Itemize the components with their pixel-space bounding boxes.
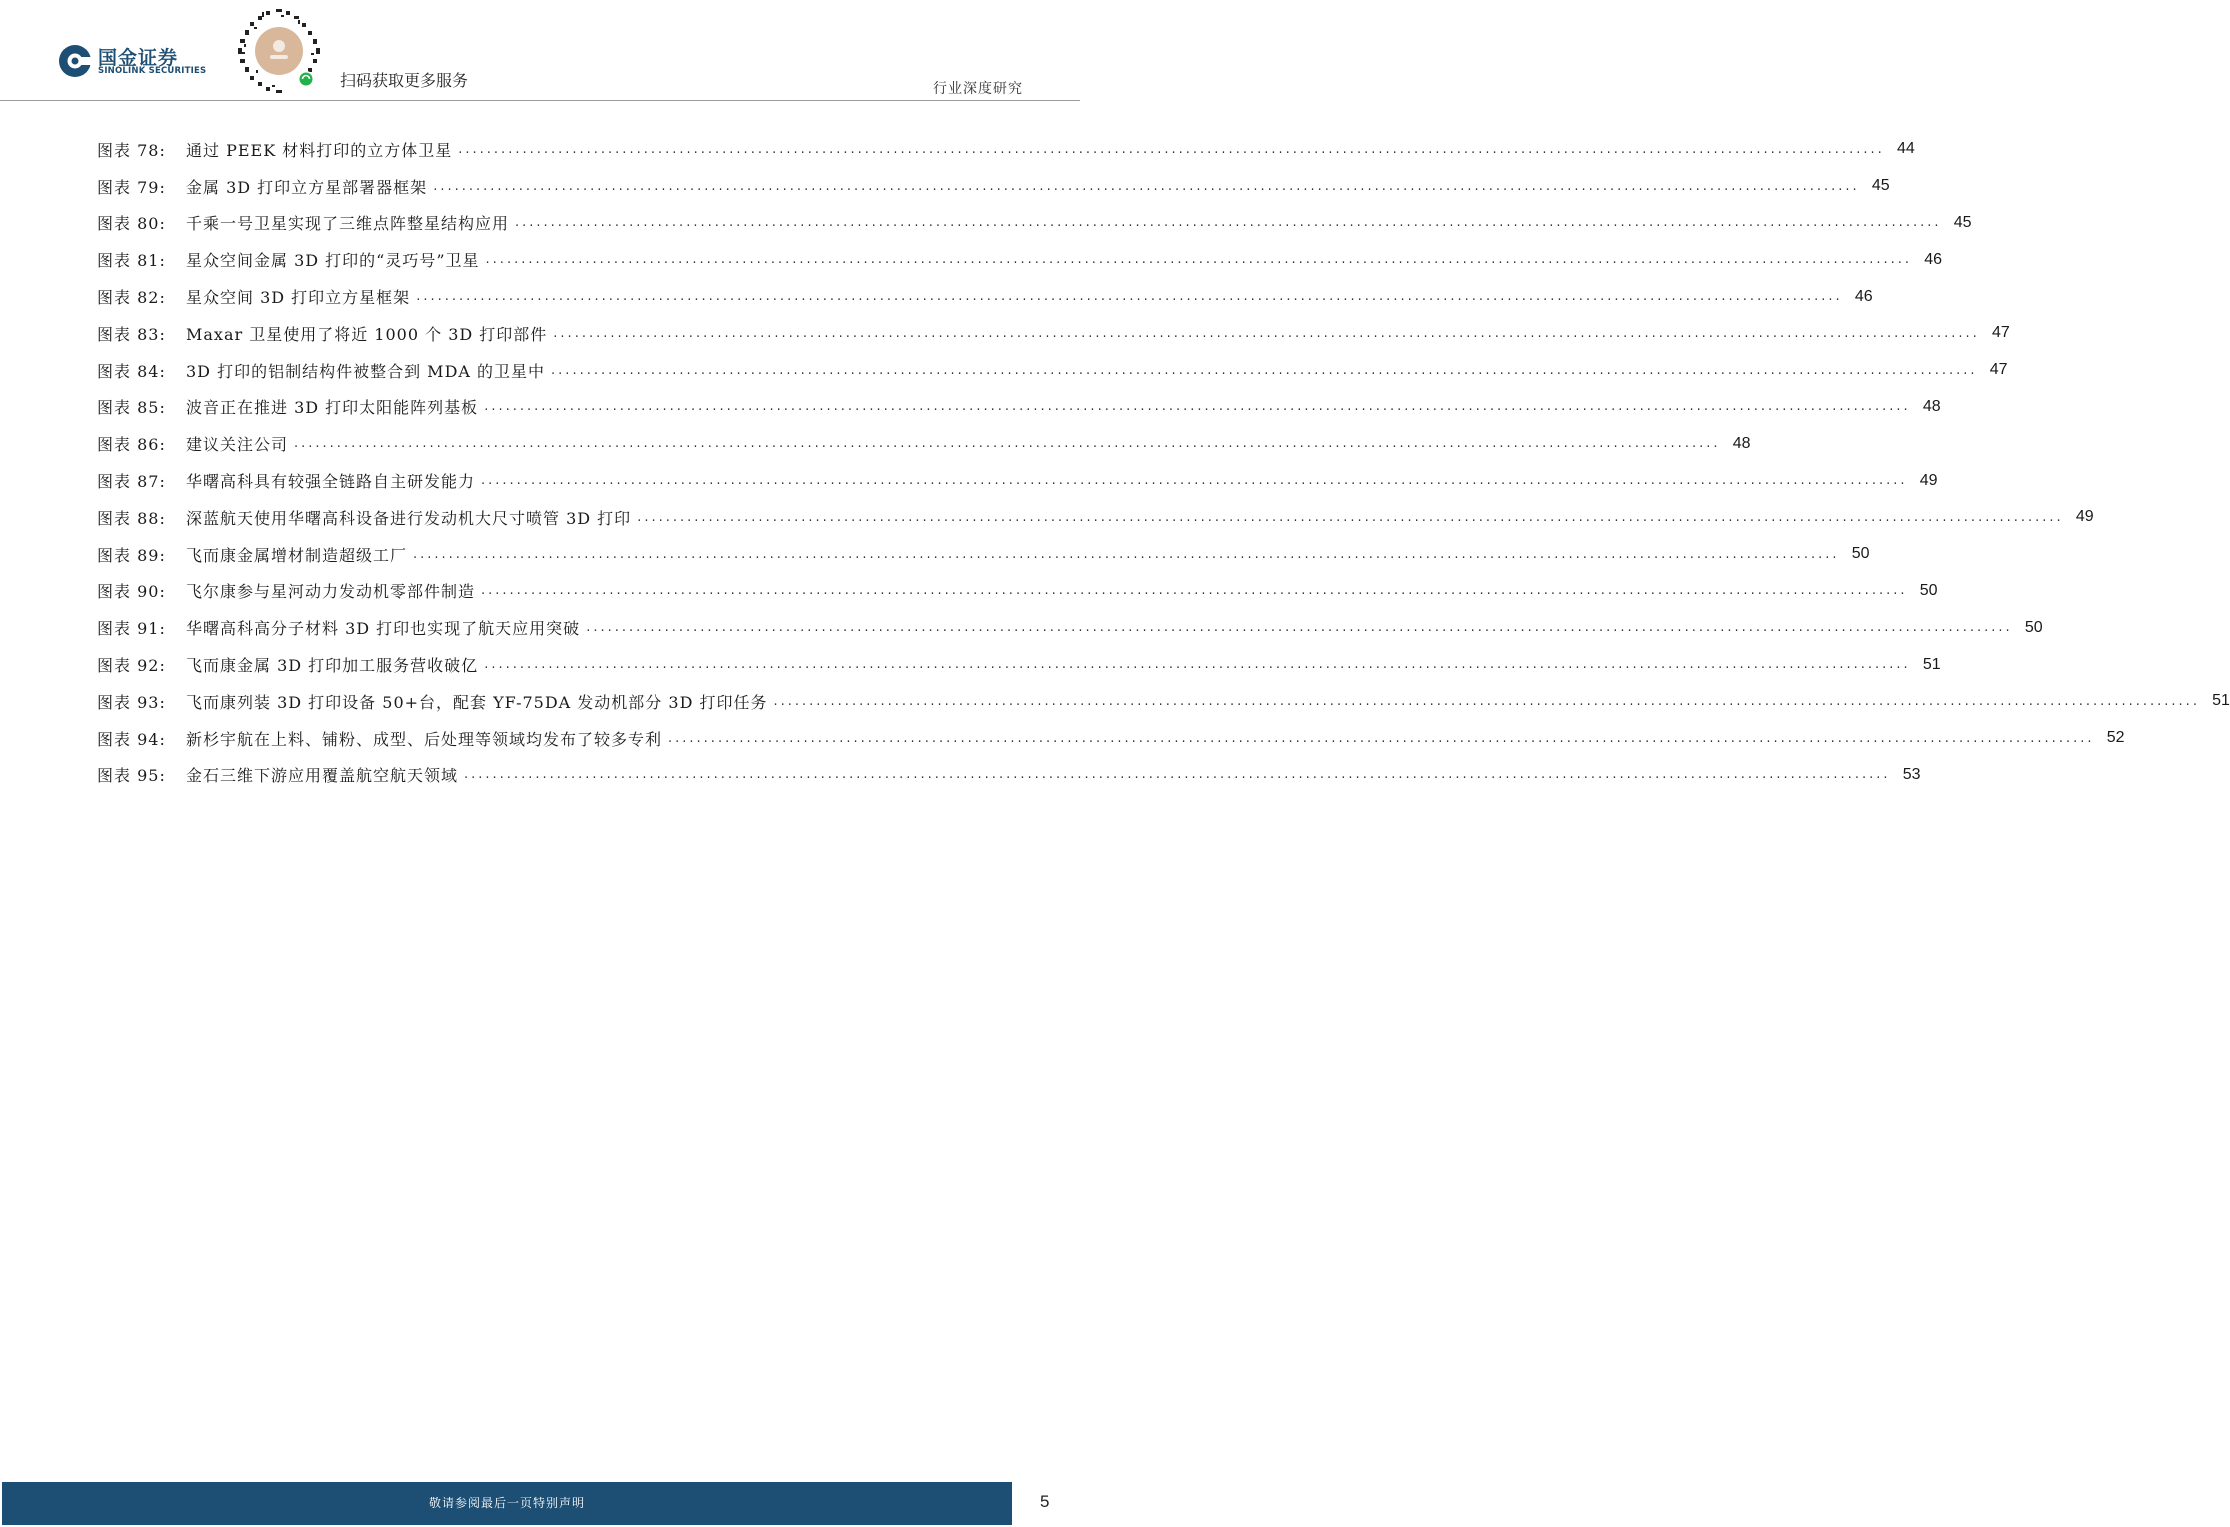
toc-figure-label: 图表 85:: [97, 398, 166, 418]
toc-figure-label: 图表 83:: [97, 324, 166, 344]
toc-dot-leader: ........................................................................................................................................................................................................: [586, 620, 2013, 636]
toc-entry[interactable]: [97, 315, 2010, 352]
toc-figure-label: 图表 82:: [97, 288, 166, 308]
toc-figure-label: 图表 91:: [97, 619, 166, 639]
toc-page-number: 53: [1902, 765, 1921, 783]
toc-figure-title: 深蓝航天使用华曙高科设备进行发动机大尺寸喷管 3D 打印: [186, 508, 632, 528]
toc-figure-title: 金石三维下游应用覆盖航空航天领域: [186, 766, 459, 786]
toc-page-number: 51: [2212, 692, 2230, 710]
toc-entry[interactable]: [97, 462, 1938, 499]
toc-figure-title: 飞而康金属 3D 打印加工服务营收破亿: [186, 656, 479, 676]
toc-dot-leader: ........................................................................................................................................................................................................: [481, 473, 1908, 489]
toc-dot-leader: ........................................................................................................................................................................................................: [458, 141, 1885, 157]
toc-page-number: 47: [1991, 324, 2010, 342]
header-divider: [0, 100, 1080, 101]
toc-figure-title: 千乘一号卫星实现了三维点阵整星结构应用: [186, 214, 510, 234]
toc-figure-label: 图表 92:: [97, 656, 166, 676]
toc-figure-label: 图表 86:: [97, 435, 166, 455]
toc-page-number: 45: [1953, 213, 1972, 231]
toc-dot-leader: ........................................................................................................................................................................................................: [413, 546, 1840, 562]
toc-entry[interactable]: [97, 720, 2125, 757]
mini-program-qr-code[interactable]: [236, 8, 322, 94]
toc-entry[interactable]: [97, 389, 1941, 426]
toc-entry[interactable]: [97, 683, 2230, 720]
toc-dot-leader: ........................................................................................................................................................................................................: [553, 325, 1980, 341]
toc-figure-label: 图表 79:: [97, 177, 166, 197]
toc-figure-label: 图表 81:: [97, 251, 166, 271]
toc-figure-label: 图表 87:: [97, 472, 166, 492]
toc-entry[interactable]: [97, 646, 1941, 683]
disclaimer-notice[interactable]: 敬请参阅最后一页特别声明: [428, 1496, 585, 1510]
toc-dot-leader: ........................................................................................................................................................................................................: [481, 583, 1908, 599]
figure-index: [97, 131, 2230, 793]
toc-page-number: 50: [1919, 581, 1938, 599]
toc-page-number: 44: [1896, 140, 1915, 158]
toc-page-number: 50: [2024, 618, 2043, 636]
toc-figure-title: 新杉宇航在上料、铺粉、成型、后处理等领域均发布了较多专利: [186, 729, 663, 749]
toc-figure-title: 飞尔康参与星河动力发动机零部件制造: [186, 582, 476, 602]
toc-figure-label: 图表 80:: [97, 214, 166, 234]
toc-page-number: 46: [1924, 250, 1943, 268]
toc-figure-title: 飞而康金属增材制造超级工厂: [186, 545, 408, 565]
toc-page-number: 47: [1989, 361, 2008, 379]
toc-dot-leader: ........................................................................................................................................................................................................: [551, 362, 1978, 378]
toc-entry[interactable]: [97, 241, 1943, 278]
toc-figure-title: 星众空间金属 3D 打印的“灵巧号”卫星: [186, 251, 480, 271]
logo-text-en: SINOLINK SECURITIES: [98, 66, 207, 76]
toc-figure-label: 图表 84:: [97, 361, 166, 381]
toc-page-number: 46: [1854, 287, 1873, 305]
report-type: 行业深度研究: [933, 81, 1023, 97]
toc-entry[interactable]: [97, 131, 1915, 168]
page-header: [0, 0, 1080, 101]
toc-entry[interactable]: [97, 425, 1751, 462]
toc-dot-leader: ........................................................................................................................................................................................................: [637, 509, 2064, 525]
toc-dot-leader: ........................................................................................................................................................................................................: [484, 399, 1911, 415]
toc-figure-title: 星众空间 3D 打印立方星框架: [186, 288, 411, 308]
toc-page-number: 45: [1871, 177, 1890, 195]
toc-figure-title: 飞而康列装 3D 打印设备 50+台，配套 YF-75DA 发动机部分 3D 打印任务: [186, 692, 768, 712]
toc-figure-title: 建议关注公司: [186, 435, 289, 455]
toc-figure-label: 图表 90:: [97, 582, 166, 602]
toc-figure-label: 图表 95:: [97, 766, 166, 786]
toc-page-number: 48: [1922, 397, 1941, 415]
toc-page-number: 48: [1732, 434, 1751, 452]
toc-entry[interactable]: [97, 757, 1921, 794]
toc-dot-leader: ........................................................................................................................................................................................................: [485, 252, 1913, 268]
toc-figure-title: Maxar 卫星使用了将近 1000 个 3D 打印部件: [186, 324, 548, 344]
toc-dot-leader: ........................................................................................................................................................................................................: [484, 657, 1911, 673]
toc-dot-leader: ........................................................................................................................................................................................................: [433, 178, 1860, 194]
toc-figure-label: 图表 89:: [97, 545, 166, 565]
toc-figure-title: 华曙高科高分子材料 3D 打印也实现了航天应用突破: [186, 619, 581, 639]
toc-page-number: 52: [2106, 729, 2125, 747]
toc-dot-leader: ........................................................................................................................................................................................................: [464, 767, 1891, 783]
toc-dot-leader: ........................................................................................................................................................................................................: [773, 693, 2200, 709]
toc-figure-label: 图表 93:: [97, 692, 166, 712]
toc-page-number: 49: [2075, 508, 2094, 526]
toc-dot-leader: ........................................................................................................................................................................................................: [515, 215, 1942, 231]
toc-figure-title: 通过 PEEK 材料打印的立方体卫星: [186, 140, 453, 160]
toc-entry[interactable]: [97, 205, 1972, 242]
toc-figure-label: 图表 78:: [97, 140, 166, 160]
company-logo: [58, 42, 218, 82]
toc-page-number: 49: [1919, 471, 1938, 489]
toc-entry[interactable]: [97, 278, 1873, 315]
page-number: 5: [1040, 1492, 1050, 1511]
toc-figure-title: 金属 3D 打印立方星部署器框架: [186, 177, 428, 197]
qr-caption: 扫码获取更多服务: [340, 71, 469, 90]
toc-entry[interactable]: [97, 536, 1870, 573]
toc-figure-title: 华曙高科具有较强全链路自主研发能力: [186, 472, 476, 492]
toc-entry[interactable]: [97, 168, 1890, 205]
toc-entry[interactable]: [97, 609, 2043, 646]
toc-dot-leader: ........................................................................................................................................................................................................: [668, 730, 2095, 746]
logo-text-cn: 国金证券: [98, 47, 179, 69]
footer-bar: [2, 1482, 1012, 1525]
toc-dot-leader: ........................................................................................................................................................................................................: [294, 436, 1721, 452]
toc-figure-title: 3D 打印的铝制结构件被整合到 MDA 的卫星中: [186, 361, 546, 381]
toc-page-number: 51: [1922, 655, 1941, 673]
toc-entry[interactable]: [97, 499, 2094, 536]
sinolink-logo-icon: [58, 44, 92, 78]
toc-figure-label: 图表 94:: [97, 729, 166, 749]
toc-entry[interactable]: [97, 352, 2008, 389]
toc-figure-title: 波音正在推进 3D 打印太阳能阵列基板: [186, 398, 479, 418]
toc-page-number: 50: [1851, 545, 1870, 563]
toc-dot-leader: ........................................................................................................................................................................................................: [416, 289, 1843, 305]
toc-entry[interactable]: [97, 573, 1938, 610]
toc-figure-label: 图表 88:: [97, 508, 166, 528]
